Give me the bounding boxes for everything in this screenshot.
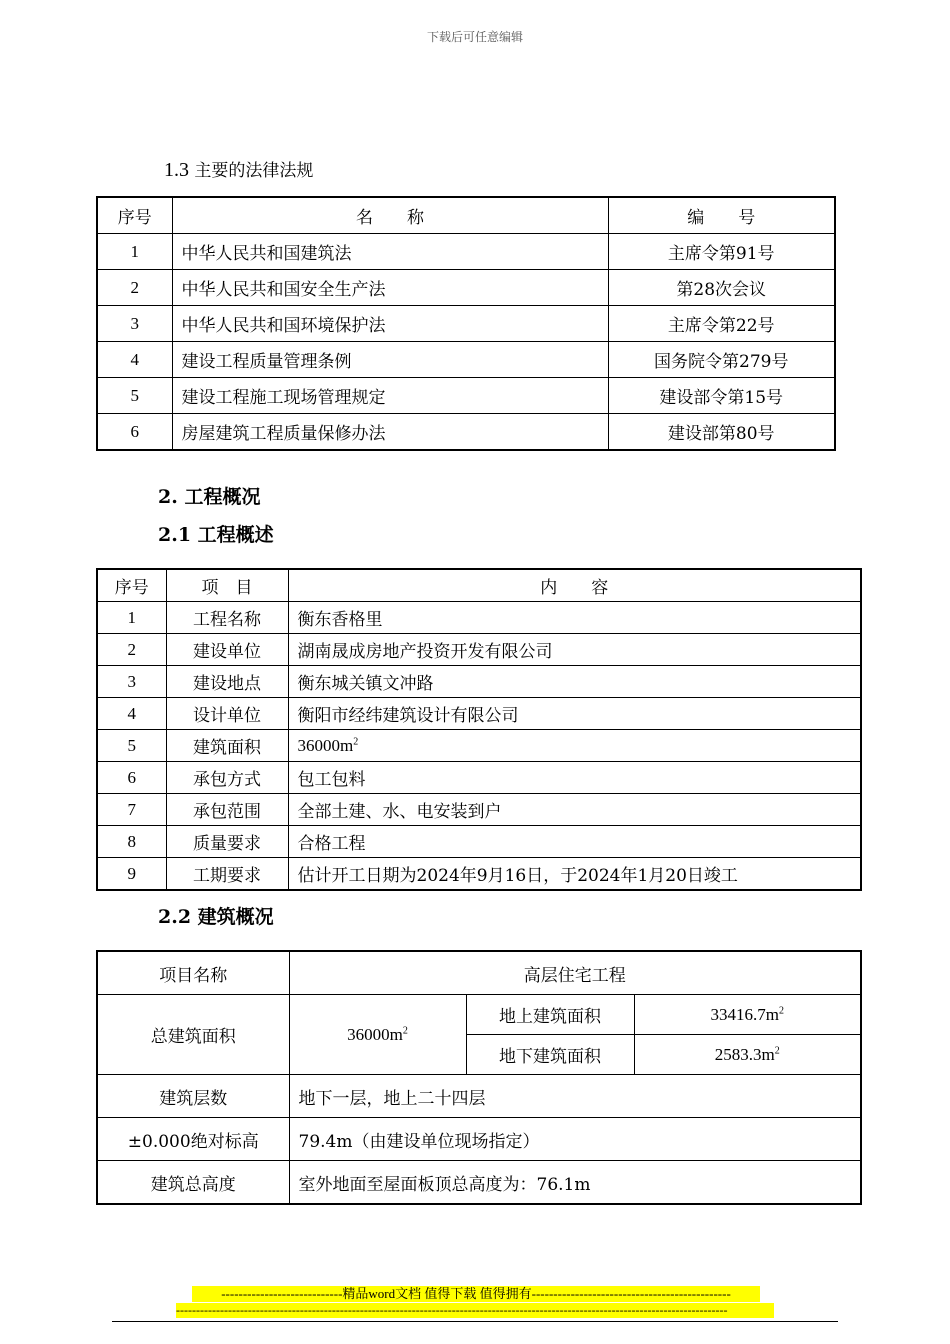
- value-total-height: 室外地面至屋面板顶总高度为：76.1m: [289, 1161, 861, 1205]
- table-row: [97, 1161, 861, 1205]
- table-header-row: [97, 197, 835, 234]
- table-row: [97, 762, 861, 794]
- label-floors: 建筑层数: [97, 1075, 289, 1118]
- area-value: 36000m: [347, 1024, 403, 1044]
- header-cell: 名 称: [172, 197, 608, 234]
- cell-index: 8: [97, 826, 166, 858]
- cell-name: 房屋建筑工程质量保修办法: [172, 414, 608, 451]
- value-floors: 地下一层，地上二十四层: [289, 1075, 861, 1118]
- table-row: [97, 342, 835, 378]
- cell-code: 建设部第80号: [608, 414, 835, 451]
- cell-item: 质量要求: [166, 826, 288, 858]
- cell-content: 衡东城关镇文冲路: [288, 666, 861, 698]
- cell-item: 工期要求: [166, 858, 288, 891]
- cell-name: 中华人民共和国建筑法: [172, 234, 608, 270]
- label-elevation: ±0.000绝对标高: [97, 1118, 289, 1161]
- superscript: 2: [778, 1004, 784, 1016]
- cell-index: 6: [97, 762, 166, 794]
- header-cell: 序号: [97, 197, 172, 234]
- cell-index: 2: [97, 634, 166, 666]
- section-title: 主要的法律法规: [194, 161, 314, 181]
- table-row: [97, 666, 861, 698]
- cell-name: 建设工程质量管理条例: [172, 342, 608, 378]
- cell-item: 承包范围: [166, 794, 288, 826]
- overview-table: [96, 568, 862, 891]
- cell-content: [288, 730, 861, 762]
- section-2-heading: 2. 工程概况: [158, 486, 261, 508]
- table-row: [97, 602, 861, 634]
- table-row: [97, 306, 835, 342]
- table-row: [97, 378, 835, 414]
- area-value: 33416.7m: [710, 1004, 779, 1024]
- value-elevation: 79.4m（由建设单位现场指定）: [289, 1118, 861, 1161]
- cell-item: 建设单位: [166, 634, 288, 666]
- cell-item: 承包方式: [166, 762, 288, 794]
- table-row: [97, 995, 861, 1035]
- cell-name: 中华人民共和国安全生产法: [172, 270, 608, 306]
- cell-item: 建设地点: [166, 666, 288, 698]
- table-row: [97, 414, 835, 451]
- cell-content: 全部土建、水、电安装到户: [288, 794, 861, 826]
- cell-item: 工程名称: [166, 602, 288, 634]
- section-2-2-heading: 2.2 建筑概况: [158, 906, 274, 928]
- area-value: 2583.3m: [714, 1044, 775, 1064]
- cell-index: 7: [97, 794, 166, 826]
- laws-table: [96, 196, 836, 451]
- value-project-name: 高层住宅工程: [289, 951, 861, 995]
- header-cell: 内 容: [288, 569, 861, 602]
- table-row: [97, 794, 861, 826]
- table-row: [97, 634, 861, 666]
- cell-code: 第28次会议: [608, 270, 835, 306]
- header-note: 下载后可任意编辑: [426, 30, 523, 44]
- cell-content: 衡阳市经纬建筑设计有限公司: [288, 698, 861, 730]
- cell-index: 9: [97, 858, 166, 891]
- superscript: 2: [353, 735, 359, 747]
- building-table: [96, 950, 862, 1205]
- cell-item: 设计单位: [166, 698, 288, 730]
- section-number: 1.3: [164, 159, 189, 181]
- footer-banner: ----------------------------精品word文档 值得下载 值得拥有----------------------------------------------: [192, 1286, 760, 1302]
- table-row: [97, 826, 861, 858]
- cell-index: 5: [97, 378, 172, 414]
- cell-content: 合格工程: [288, 826, 861, 858]
- table-row: [97, 698, 861, 730]
- footer-dashes: ------------------------------------------------------------------------------------------------------------------------------------------: [176, 1303, 774, 1318]
- section-1-3-heading: [164, 156, 313, 182]
- superscript: 2: [402, 1024, 408, 1036]
- superscript: 2: [774, 1044, 780, 1056]
- section-2-1-heading: 2.1 工程概述: [158, 524, 274, 546]
- cell-name: 建设工程施工现场管理规定: [172, 378, 608, 414]
- cell-code: 建设部令第15号: [608, 378, 835, 414]
- cell-content: 估计开工日期为2024年9月16日，于2024年1月20日竣工: [288, 858, 861, 891]
- cell-content: 湖南晟成房地产投资开发有限公司: [288, 634, 861, 666]
- cell-index: 1: [97, 234, 172, 270]
- footer-divider: [112, 1321, 838, 1322]
- table-row: [97, 270, 835, 306]
- cell-code: 主席令第91号: [608, 234, 835, 270]
- cell-index: 5: [97, 730, 166, 762]
- header-cell: 序号: [97, 569, 166, 602]
- table-row: [97, 730, 861, 762]
- table-row: [97, 1118, 861, 1161]
- cell-content: 包工包料: [288, 762, 861, 794]
- cell-code: 主席令第22号: [608, 306, 835, 342]
- cell-index: 3: [97, 666, 166, 698]
- label-total-height: 建筑总高度: [97, 1161, 289, 1205]
- cell-index: 4: [97, 342, 172, 378]
- label-below-ground-area: 地下建筑面积: [466, 1035, 634, 1075]
- cell-index: 3: [97, 306, 172, 342]
- table-row: [97, 1075, 861, 1118]
- cell-code: 国务院令第279号: [608, 342, 835, 378]
- header-cell: 项 目: [166, 569, 288, 602]
- cell-index: 4: [97, 698, 166, 730]
- table-row: [97, 858, 861, 891]
- table-row: [97, 234, 835, 270]
- value-below-ground-area: [634, 1035, 861, 1075]
- header-cell: 编 号: [608, 197, 835, 234]
- cell-content: 衡东香格里: [288, 602, 861, 634]
- table-row: [97, 951, 861, 995]
- value-total-area: [289, 995, 466, 1075]
- cell-index: 2: [97, 270, 172, 306]
- area-value: 36000m: [297, 735, 354, 755]
- label-project-name: 项目名称: [97, 951, 289, 995]
- label-total-area: 总建筑面积: [97, 995, 289, 1075]
- label-above-ground-area: 地上建筑面积: [466, 995, 634, 1035]
- cell-item: 建筑面积: [166, 730, 288, 762]
- cell-index: 6: [97, 414, 172, 451]
- cell-name: 中华人民共和国环境保护法: [172, 306, 608, 342]
- cell-index: 1: [97, 602, 166, 634]
- table-header-row: [97, 569, 861, 602]
- value-above-ground-area: [634, 995, 861, 1035]
